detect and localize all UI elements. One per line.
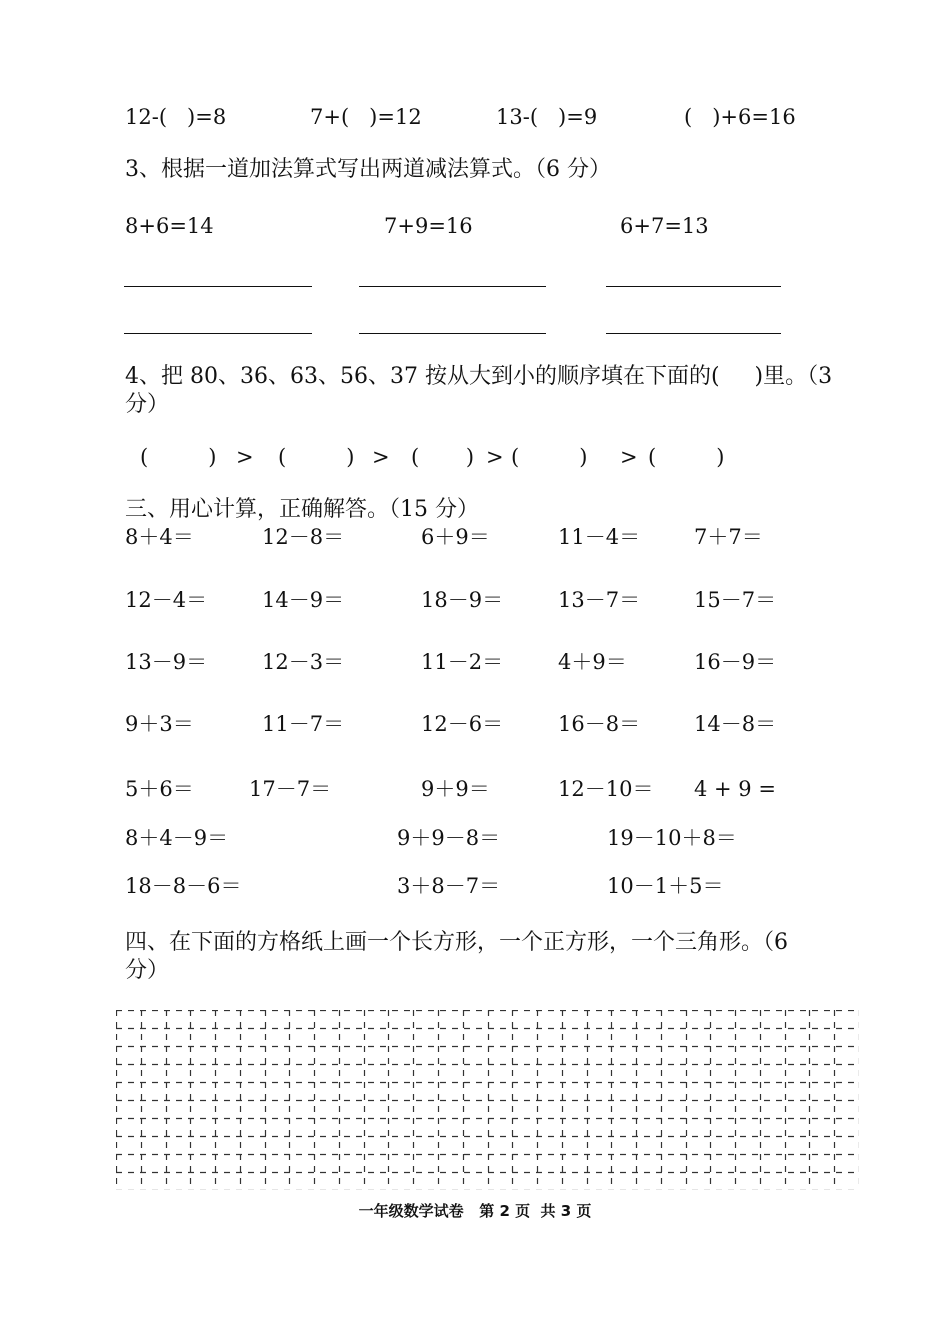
- calc-item: 11－7＝: [262, 712, 345, 736]
- calc-item: 14－8＝: [694, 712, 777, 736]
- calc-item: 16－8＝: [558, 712, 641, 736]
- answer-line[interactable]: [606, 286, 781, 287]
- section3-title: 三、用心计算，正确解答。（15 分）: [125, 497, 479, 522]
- greater-than-sign: >: [372, 445, 390, 469]
- greater-than-sign: >: [486, 445, 504, 469]
- calc-item: 4＋9＝: [558, 650, 627, 674]
- calc-item: 4 + 9 =: [694, 777, 776, 801]
- greater-than-sign: >: [236, 445, 254, 469]
- order-slot[interactable]: ( ): [648, 445, 725, 469]
- calc-item: 5＋6＝: [125, 777, 194, 801]
- mixed-calc-item: 3＋8－7＝: [397, 874, 501, 898]
- calc-item: 7＋7＝: [694, 525, 763, 549]
- calc-item: 13－7＝: [558, 588, 641, 612]
- calc-item: 14－9＝: [262, 588, 345, 612]
- mixed-calc-item: 8＋4－9＝: [125, 826, 229, 850]
- answer-line[interactable]: [359, 333, 546, 334]
- calc-item: 9＋3＝: [125, 712, 194, 736]
- calc-item: 6＋9＝: [421, 525, 490, 549]
- answer-line[interactable]: [124, 286, 312, 287]
- calc-item: 12－4＝: [125, 588, 208, 612]
- calc-item: 9＋9＝: [421, 777, 490, 801]
- calc-item: 12－6＝: [421, 712, 504, 736]
- fill-blank-1: 12-( )=8: [125, 105, 227, 129]
- answer-line[interactable]: [359, 286, 546, 287]
- answer-line[interactable]: [124, 333, 312, 334]
- greater-than-sign: >: [620, 445, 638, 469]
- calc-item: 8＋4＝: [125, 525, 194, 549]
- q3-equation-2: 7+9=16: [384, 214, 473, 238]
- answer-line[interactable]: [606, 333, 781, 334]
- order-slot[interactable]: ( ): [140, 445, 217, 469]
- calc-item: 11－4＝: [558, 525, 641, 549]
- calc-item: 11－2＝: [421, 650, 504, 674]
- mixed-calc-item: 18－8－6＝: [125, 874, 242, 898]
- order-slot[interactable]: ( ): [278, 445, 355, 469]
- q3-equation-1: 8+6=14: [125, 214, 214, 238]
- section4-title-line2: 分）: [125, 958, 170, 983]
- mixed-calc-item: 19－10＋8＝: [607, 826, 737, 850]
- mixed-calc-item: 9＋9－8＝: [397, 826, 501, 850]
- page-footer: 一年级数学试卷 第 2 页 共 3 页: [358, 1202, 592, 1220]
- q4-title-line1: 4、把 80、36、63、56、37 按从大到小的顺序填在下面的( )里。（3: [125, 364, 833, 389]
- calc-item: 15－7＝: [694, 588, 777, 612]
- fill-blank-3: 13-( )=9: [496, 105, 598, 129]
- order-slot[interactable]: ( ): [511, 445, 588, 469]
- calc-item: 12－8＝: [262, 525, 345, 549]
- calc-item: 18－9＝: [421, 588, 504, 612]
- calc-item: 12－3＝: [262, 650, 345, 674]
- fill-blank-4: ( )+6=16: [684, 105, 796, 129]
- fill-blank-2: 7+( )=12: [310, 105, 422, 129]
- calc-item: 17－7＝: [249, 777, 332, 801]
- q3-equation-3: 6+7=13: [620, 214, 709, 238]
- grid-paper[interactable]: [116, 1010, 859, 1190]
- calc-item: 13－9＝: [125, 650, 208, 674]
- mixed-calc-item: 10－1＋5＝: [607, 874, 724, 898]
- q3-title: 3、根据一道加法算式写出两道减法算式。（6 分）: [125, 157, 611, 182]
- calc-item: 12－10＝: [558, 777, 654, 801]
- order-slot[interactable]: ( ): [411, 445, 475, 469]
- q4-title-line2: 分）: [125, 392, 170, 417]
- calc-item: 16－9＝: [694, 650, 777, 674]
- section4-title-line1: 四、在下面的方格纸上画一个长方形，一个正方形，一个三角形。（6: [125, 930, 788, 955]
